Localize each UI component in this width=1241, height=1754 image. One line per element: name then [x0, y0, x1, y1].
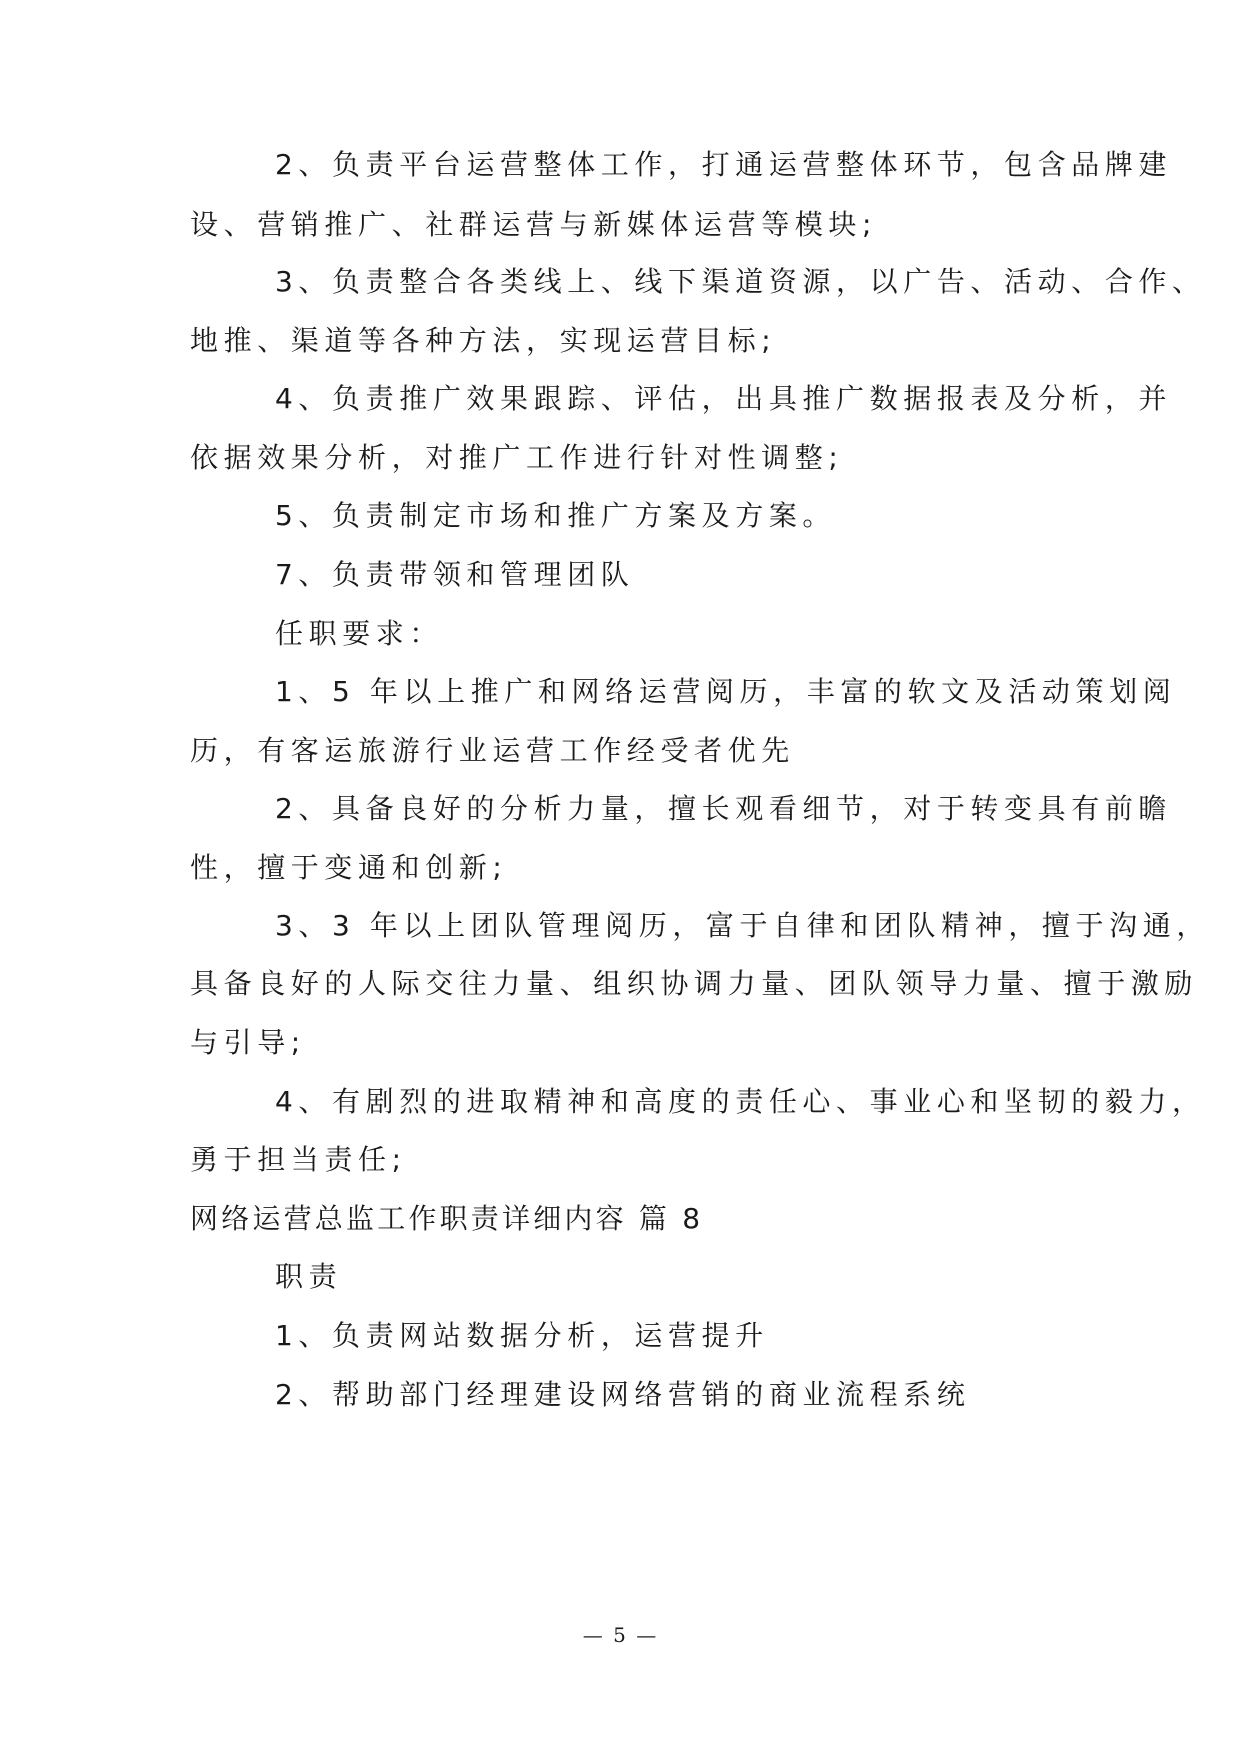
paragraph-line: 地推、渠道等各种方法，实现运营目标;	[190, 324, 777, 357]
section-label: 职责	[275, 1260, 343, 1293]
paragraph-line: 与引导;	[190, 1026, 306, 1059]
paragraph-line: 1、5 年以上推广和网络运营阅历，丰富的软文及活动策划阅	[275, 675, 1177, 708]
section-heading: 网络运营总监工作职责详细内容 篇 8	[190, 1202, 704, 1235]
paragraph-line: 5、负责制定市场和推广方案及方案。	[275, 499, 837, 532]
page-number: — 5 —	[582, 1623, 659, 1647]
paragraph-line: 性，擅于变通和创新;	[190, 851, 508, 884]
paragraph-line: 历，有客运旅游行业运营工作经受者优先	[190, 734, 795, 767]
paragraph-line: 2、帮助部门经理建设网络营销的商业流程系统	[275, 1378, 971, 1411]
section-label: 任职要求：	[275, 617, 444, 650]
paragraph-line: 依据效果分析，对推广工作进行针对性调整;	[190, 441, 844, 474]
paragraph-line: 7、负责带领和管理团队	[275, 558, 635, 591]
paragraph-line: 3、负责整合各类线上、线下渠道资源，以广告、活动、合作、	[275, 265, 1206, 298]
paragraph-line: 2、具备良好的分析力量，擅长观看细节，对于转变具有前瞻	[275, 792, 1173, 825]
paragraph-line: 1、负责网站数据分析，运营提升	[275, 1319, 769, 1352]
paragraph-line: 2、负责平台运营整体工作，打通运营整体环节，包含品牌建	[275, 148, 1173, 181]
paragraph-line: 设、营销推广、社群运营与新媒体运营等模块;	[190, 208, 878, 241]
paragraph-line: 具备良好的人际交往力量、组织协调力量、团队领导力量、擅于激励	[190, 967, 1199, 1000]
paragraph-line: 4、有剧烈的进取精神和高度的责任心、事业心和坚韧的毅力，	[275, 1085, 1206, 1118]
paragraph-line: 4、负责推广效果跟踪、评估，出具推广数据报表及分析，并	[275, 382, 1173, 415]
paragraph-line: 3、3 年以上团队管理阅历，富于自律和团队精神，擅于沟通，	[275, 909, 1210, 942]
paragraph-line: 勇于担当责任;	[190, 1143, 407, 1176]
